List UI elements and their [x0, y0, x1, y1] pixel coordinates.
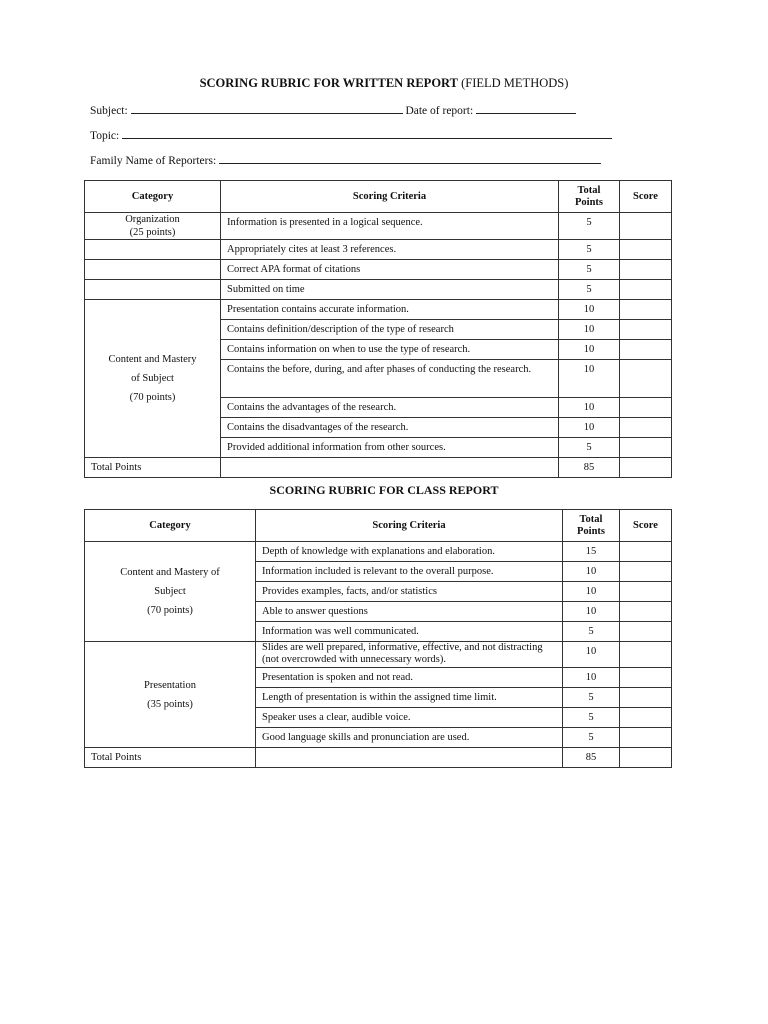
subject-line: [90, 104, 576, 117]
table-row: [85, 240, 672, 260]
total-value: 85: [559, 458, 620, 478]
points: 10: [559, 320, 620, 340]
points: 5: [563, 708, 620, 728]
score-cell[interactable]: [620, 300, 672, 320]
subject-blank[interactable]: [131, 104, 403, 114]
score-cell[interactable]: [620, 398, 672, 418]
header-total-points: Total Points: [559, 181, 620, 213]
points: 10: [563, 642, 620, 668]
points: 15: [563, 542, 620, 562]
total-label: Total Points: [85, 458, 221, 478]
points: 10: [563, 602, 620, 622]
points: 10: [559, 398, 620, 418]
score-cell[interactable]: [620, 340, 672, 360]
topic-line: [90, 129, 612, 142]
header-category: Category: [85, 181, 221, 213]
total-label: Total Points: [85, 748, 256, 768]
score-cell[interactable]: [620, 240, 672, 260]
points: 5: [559, 280, 620, 300]
category-empty: [85, 280, 221, 300]
points: 10: [559, 300, 620, 320]
total-row: [85, 458, 672, 478]
class-report-rubric-table: [84, 509, 672, 768]
category-content-mastery: [85, 542, 256, 642]
table-header-row: [85, 510, 672, 542]
page-title: [0, 76, 768, 91]
table-row: [85, 280, 672, 300]
table-row: [85, 642, 672, 668]
score-cell[interactable]: [620, 320, 672, 340]
topic-label: Topic:: [90, 130, 120, 142]
date-blank[interactable]: [476, 104, 576, 114]
criterion: Information included is relevant to the overall purpose.: [256, 562, 563, 582]
criterion: Speaker uses a clear, audible voice.: [256, 708, 563, 728]
points: 10: [563, 582, 620, 602]
score-cell[interactable]: [620, 542, 672, 562]
criterion: Contains the disadvantages of the research.: [221, 418, 559, 438]
title-suffix: (FIELD METHODS): [457, 76, 569, 90]
topic-blank[interactable]: [122, 129, 612, 139]
score-cell[interactable]: [620, 602, 672, 622]
criterion: Contains information on when to use the type of research.: [221, 340, 559, 360]
points: 10: [563, 668, 620, 688]
criterion: Contains the advantages of the research.: [221, 398, 559, 418]
category-empty: [85, 260, 221, 280]
total-empty: [221, 458, 559, 478]
table-row: [85, 213, 672, 240]
reporters-line: [90, 154, 601, 167]
score-cell[interactable]: [620, 668, 672, 688]
criterion: Submitted on time: [221, 280, 559, 300]
total-empty: [256, 748, 563, 768]
score-cell[interactable]: [620, 622, 672, 642]
score-cell[interactable]: [620, 260, 672, 280]
category-organization: [85, 213, 221, 240]
category-points: (70 points): [129, 392, 176, 403]
criterion: Information is presented in a logical sequence.: [221, 213, 559, 240]
reporters-label: Family Name of Reporters:: [90, 155, 217, 167]
criterion: Presentation contains accurate information.: [221, 300, 559, 320]
points: 10: [559, 360, 620, 398]
score-cell[interactable]: [620, 418, 672, 438]
points: 10: [559, 418, 620, 438]
criterion: Correct APA format of citations: [221, 260, 559, 280]
points: 5: [563, 688, 620, 708]
criterion: Information was well communicated.: [256, 622, 563, 642]
category-presentation: [85, 642, 256, 748]
table-header-row: [85, 181, 672, 213]
category-name-line1: Content and Mastery of: [120, 567, 220, 578]
criterion: Provides examples, facts, and/or statistics: [256, 582, 563, 602]
category-name-line1: Content and Mastery: [108, 354, 197, 365]
criterion: Presentation is spoken and not read.: [256, 668, 563, 688]
criterion: Appropriately cites at least 3 references.: [221, 240, 559, 260]
score-cell[interactable]: [620, 360, 672, 398]
total-score-cell[interactable]: [620, 748, 672, 768]
score-cell[interactable]: [620, 642, 672, 668]
total-row: [85, 748, 672, 768]
category-points: (25 points): [129, 227, 176, 238]
points: 10: [559, 340, 620, 360]
points: 5: [559, 438, 620, 458]
table-row: [85, 260, 672, 280]
category-points: (70 points): [147, 605, 193, 616]
points: 5: [563, 728, 620, 748]
score-cell[interactable]: [620, 562, 672, 582]
points: 5: [559, 240, 620, 260]
criterion: Depth of knowledge with explanations and elaboration.: [256, 542, 563, 562]
score-cell[interactable]: [620, 688, 672, 708]
total-value: 85: [563, 748, 620, 768]
criterion: Able to answer questions: [256, 602, 563, 622]
reporters-blank[interactable]: [219, 154, 601, 164]
score-cell[interactable]: [620, 280, 672, 300]
criterion: Length of presentation is within the assigned time limit.: [256, 688, 563, 708]
header-score: Score: [620, 510, 672, 542]
title-bold: SCORING RUBRIC FOR WRITTEN REPORT: [199, 76, 458, 90]
points: 5: [563, 622, 620, 642]
points: 5: [559, 213, 620, 240]
criterion: Provided additional information from other sources.: [221, 438, 559, 458]
table-row: [85, 542, 672, 562]
category-name-line2: Subject: [154, 586, 186, 597]
subject-label: Subject:: [90, 105, 128, 117]
class-report-title: SCORING RUBRIC FOR CLASS REPORT: [269, 483, 499, 497]
written-report-rubric-table: [84, 180, 672, 478]
score-cell[interactable]: [620, 708, 672, 728]
score-cell[interactable]: [620, 728, 672, 748]
table-row: [85, 300, 672, 320]
category-name: Presentation: [144, 679, 196, 691]
header-criteria: Scoring Criteria: [256, 510, 563, 542]
criterion: Contains definition/description of the type of research: [221, 320, 559, 340]
criterion: Contains the before, during, and after phases of conducting the research.: [221, 360, 559, 398]
header-total-points: Total Points: [563, 510, 620, 542]
header-category: Category: [85, 510, 256, 542]
category-name: Organization: [125, 214, 180, 225]
points: 10: [563, 562, 620, 582]
header-score: Score: [620, 181, 672, 213]
category-points: (35 points): [147, 698, 193, 710]
category-content-mastery: [85, 300, 221, 458]
criterion: Good language skills and pronunciation are used.: [256, 728, 563, 748]
points: 5: [559, 260, 620, 280]
header-criteria: Scoring Criteria: [221, 181, 559, 213]
criterion: Slides are well prepared, informative, effective, and not distracting (not overcrowded with unnecessary words).: [256, 642, 563, 668]
score-cell[interactable]: [620, 582, 672, 602]
date-label: Date of report:: [405, 105, 474, 117]
total-score-cell[interactable]: [620, 458, 672, 478]
score-cell[interactable]: [620, 213, 672, 240]
category-empty: [85, 240, 221, 260]
score-cell[interactable]: [620, 438, 672, 458]
category-name-line2: of Subject: [131, 373, 174, 384]
